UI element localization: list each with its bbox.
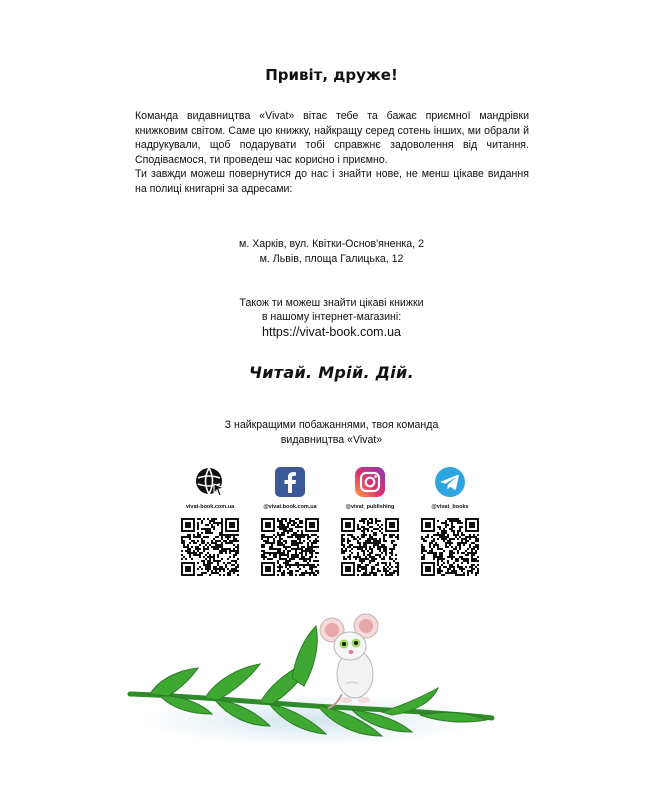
social-handle: @vivat.book.com.ua [263,504,317,510]
social-web[interactable] [170,466,250,576]
qr-code-telegram[interactable] [421,518,479,576]
telegram-icon [434,466,466,498]
wishes-line-2: видавництва «Vivat» [280,434,383,446]
social-handle: vivat-book.com.ua [185,504,235,510]
social-handle: @vivat_publishing [345,504,395,510]
social-telegram[interactable] [410,466,490,576]
intro-paragraph-1: Команда видавництва «Vivat» вітає тебе та бажає приємної мандрівки книжковим світом. Саме цю книжку, найкращу серед сотень інших, ми обрали й надрукували, щоб подарувати тобі справжнє задоволення від читання. Сподіваємося, ти проведеш час корисно і приємно. [135,110,529,166]
intro-text [135,109,529,197]
online-line-1: Також ти можеш знайти цікаві книжки [239,297,424,309]
social-links [170,466,505,586]
closing-wishes [0,418,663,448]
address-kharkiv: м. Харків, вул. Квітки-Основ'яненка, 2 [239,238,424,250]
mouse-on-leaf-illustration [120,608,500,768]
instagram-icon [354,466,386,498]
social-instagram[interactable] [330,466,410,576]
page-title: Привіт, друже! [265,66,398,84]
facebook-icon [274,466,306,498]
online-line-2: в нашому інтернет-магазині: [261,311,402,323]
social-handle: @vivat_books [431,504,469,510]
intro-paragraph-2: Ти завжди можеш повернутися до нас і знайти нове, не менш цікаве видання на полиці книгарні за адресами: [135,168,529,195]
online-store-info [0,296,663,340]
slogan: Читай. Мрій. Дій. [249,363,414,382]
qr-code-web[interactable] [181,518,239,576]
web-globe-icon [194,466,226,498]
social-facebook[interactable] [250,466,330,576]
website-link[interactable]: https://vivat-book.com.ua [262,325,401,339]
qr-code-facebook[interactable] [261,518,319,576]
store-addresses [0,237,663,267]
address-lviv: м. Львів, площа Галицька, 12 [259,253,404,265]
qr-code-instagram[interactable] [341,518,399,576]
wishes-line-1: З найкращими побажаннями, твоя команда [224,419,439,431]
